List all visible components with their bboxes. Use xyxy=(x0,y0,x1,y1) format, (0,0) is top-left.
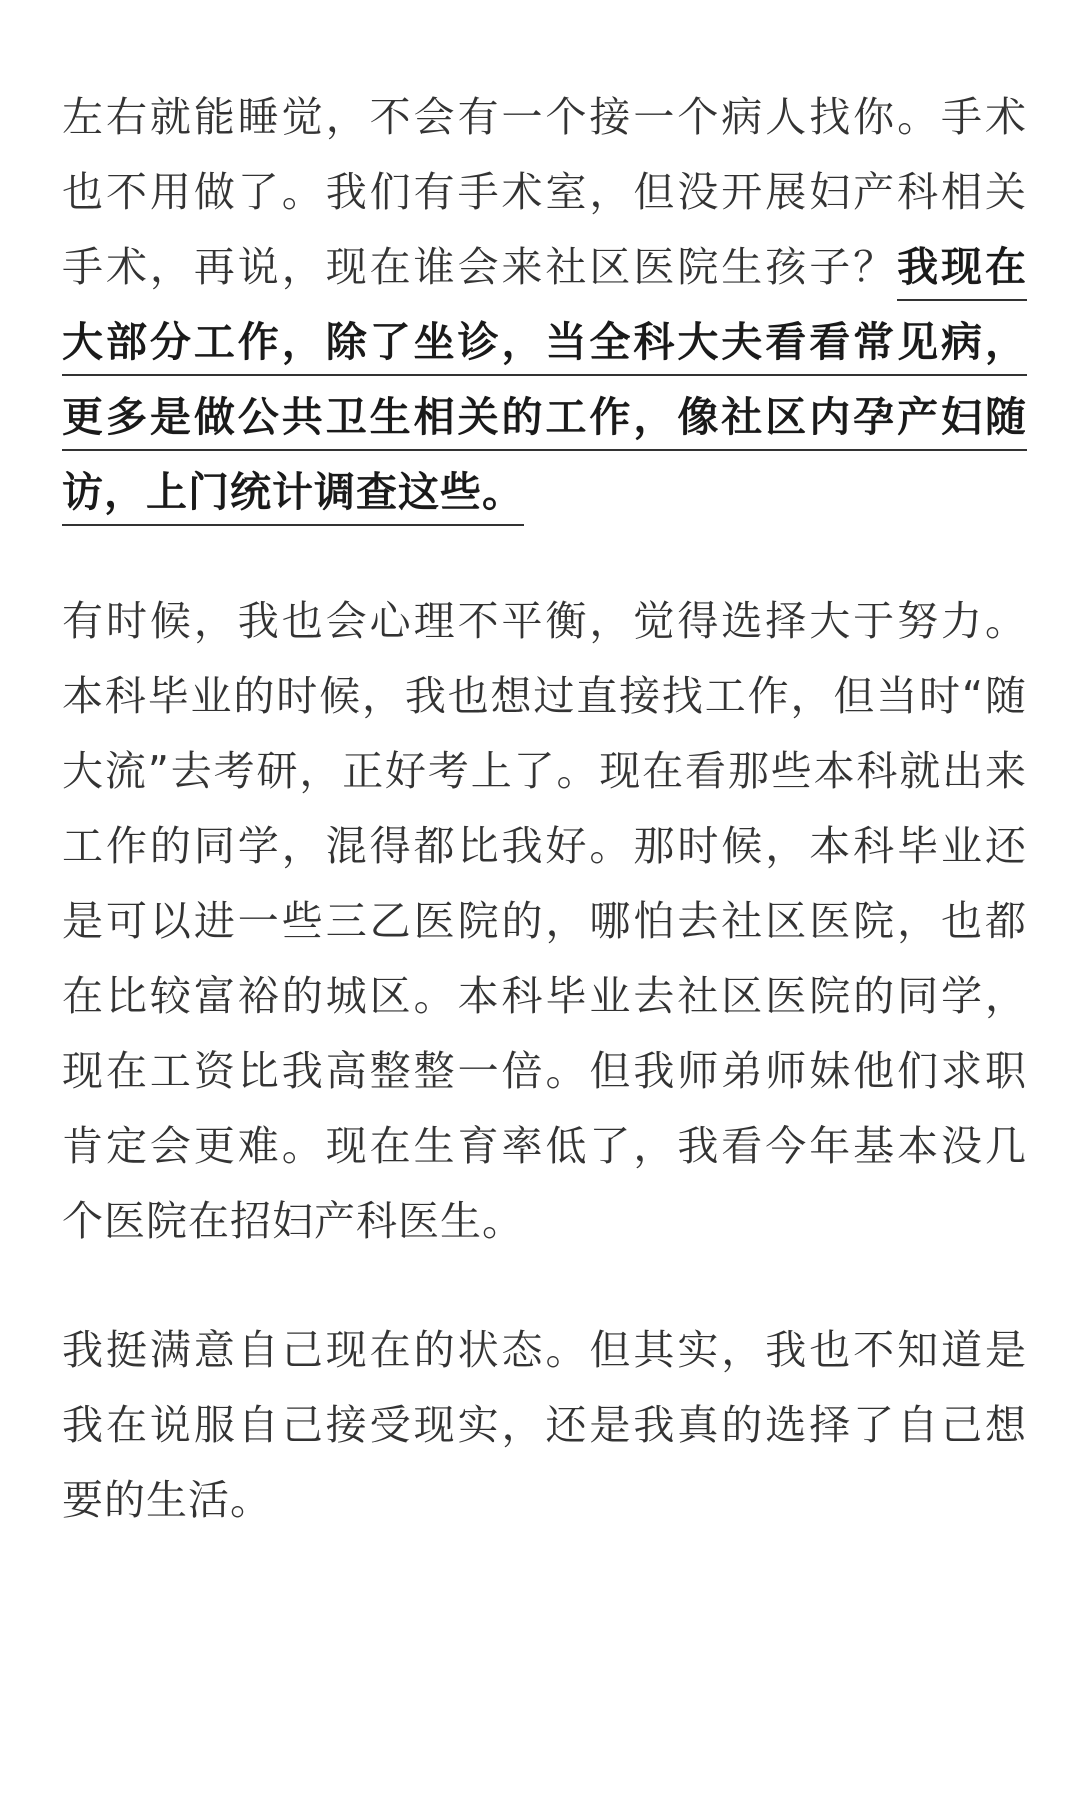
paragraph-1-text: 左右就能睡觉，不会有一个接一个病人找你。手术也不用做了。我们有手术室，但没开展妇产科相关手术，再说，现在谁会来社区医院生孩子？ xyxy=(62,93,1027,291)
article-body xyxy=(62,80,1027,1592)
paragraph-1-emphasis: 我现在大部分工作，除了坐诊，当全科大夫看看常见病，更多是做公共卫生相关的工作，像社区内孕产妇随访，上门统计调查这些。 xyxy=(62,243,1027,526)
paragraph-3 xyxy=(62,1313,1027,1538)
paragraph-2 xyxy=(62,584,1027,1259)
paragraph-2-text: 有时候，我也会心理不平衡，觉得选择大于努力。本科毕业的时候，我也想过直接找工作，但当时“随大流”去考研，正好考上了。现在看那些本科就出来工作的同学，混得都比我好。那时候，本科毕业还是可以进一些三乙医院的，哪怕去社区医院，也都在比较富裕的城区。本科毕业去社区医院的同学，现在工资比我高整整一倍。但我师弟师妹他们求职肯定会更难。现在生育率低了，我看今年基本没几个医院在招妇产科医生。 xyxy=(62,597,1027,1245)
paragraph-3-text: 我挺满意自己现在的状态。但其实，我也不知道是我在说服自己接受现实，还是我真的选择了自己想要的生活。 xyxy=(62,1326,1027,1524)
paragraph-1 xyxy=(62,80,1027,530)
